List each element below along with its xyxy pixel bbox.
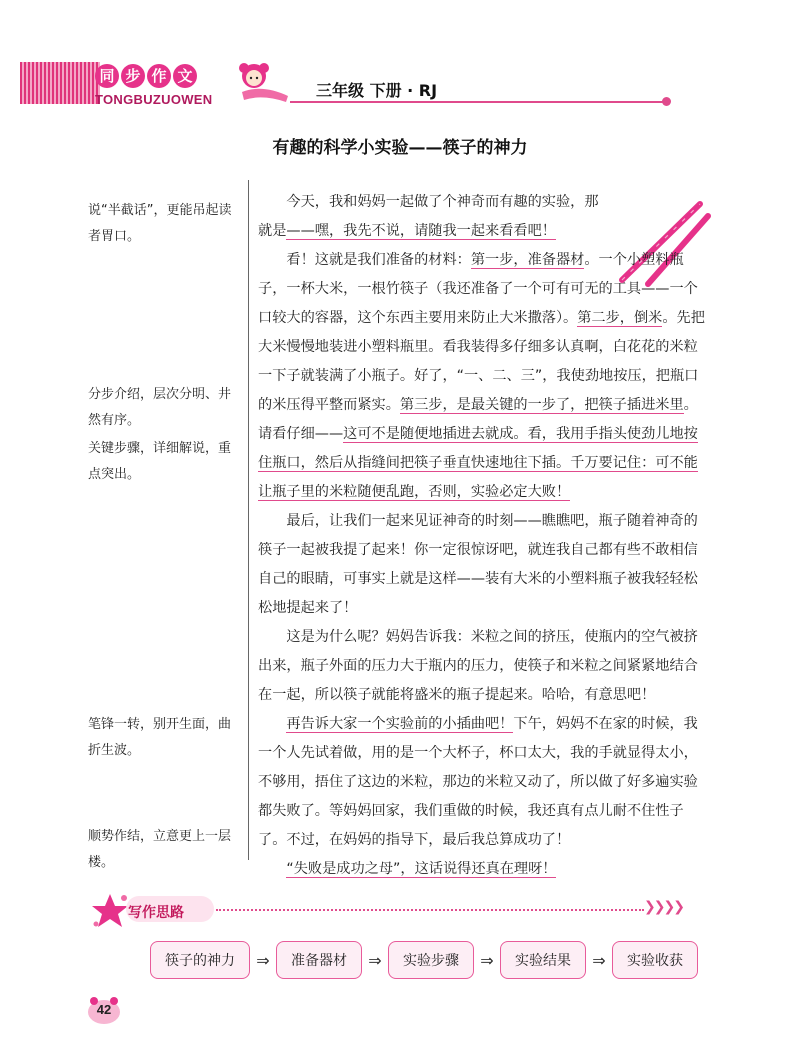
highlight: ——嘿，我先不说，请随我一起来看看吧！ bbox=[286, 223, 556, 239]
highlight: 第二步，倒米 bbox=[577, 310, 663, 326]
dotted-rule bbox=[216, 909, 644, 911]
paragraph: 看！这就是我们准备的材料：第一步，准备器材。一个小塑料瓶子，一杯大米，一根竹筷子（我还准备了一个可有可无的工具——一个口较大的容器，这个东西主要用来防止大米撒落）。第二步，倒米。先把大米慢慢地装进小塑料瓶里。看我装得多仔细多认真啊，白花花的米粒一下子就装满了小瓶子。好了，“一、二、三”，我使劲地按压，把瓶口的米压得平整而紧实。第三步，是最关键的一步了，把筷子插进米里。请看仔细——这可不是随便地插进去就成。看，我用手指头使劲儿地按住瓶口，然后从指缝间把筷子垂直快速地往下插。千万要记住：可不能让瓶子里的米粒随便乱跑，否则，实验必定大败！ bbox=[258, 252, 705, 500]
highlight: 第三步，是最关键的一步了，把筷子插进米里 bbox=[399, 397, 684, 413]
arrow-right-icon: ⇒ bbox=[480, 950, 494, 970]
logo-char: 同 bbox=[95, 64, 119, 88]
highlight: 第一步，准备器材 bbox=[470, 252, 585, 268]
arrow-right-icon: ⇒ bbox=[256, 950, 270, 970]
flow-step: 实验收获 bbox=[612, 941, 698, 979]
side-note: 分步介绍，层次分明、井然有序。 bbox=[88, 387, 232, 428]
flow-step: 筷子的神力 bbox=[150, 941, 250, 979]
header-rule-dot bbox=[662, 97, 671, 106]
highlight: 这可不是随便地插进去就成。看，我用手指头使劲儿地按住瓶口，然后从指缝间把筷子垂直快速地往下插。千万要记住：可不能让瓶子里的米粒随便乱跑，否则，实验必定大败！ bbox=[258, 426, 698, 500]
highlight: 再告诉大家一个实验前的小插曲吧！ bbox=[286, 716, 514, 732]
flow-step: 准备器材 bbox=[276, 941, 362, 979]
arrow-right-icon: ⇒ bbox=[368, 950, 382, 970]
side-note: 关键步骤，详细解说，重点突出。 bbox=[88, 441, 232, 482]
logo-char: 作 bbox=[147, 64, 171, 88]
header-stripe bbox=[20, 62, 100, 104]
side-note: 笔锋一转，别开生面，曲折生波。 bbox=[88, 717, 232, 758]
logo-char: 步 bbox=[121, 64, 145, 88]
side-note: 顺势作结，立意更上一层楼。 bbox=[88, 829, 232, 870]
writing-idea-label: 写作思路 bbox=[128, 905, 184, 921]
paragraph: 今天，我和妈妈一起做了个神奇而有趣的实验，那就是——嘿，我先不说，请随我一起来看看吧！ bbox=[258, 194, 599, 239]
girl-mascot-icon bbox=[232, 58, 292, 106]
writing-flow bbox=[150, 941, 698, 979]
paragraph bbox=[258, 855, 710, 884]
article-body bbox=[258, 188, 710, 884]
brand-logo bbox=[95, 64, 197, 88]
article-title: 有趣的科学小实验——筷子的神力 bbox=[272, 138, 528, 158]
side-note: 说“半截话”，更能吊起读者胃口。 bbox=[88, 203, 232, 244]
paragraph: 最后，让我们一起来见证神奇的时刻——瞧瞧吧，瓶子随着神奇的筷子一起被我提了起来！你一定很惊讶吧，就连我自己都有些不敢相信自己的眼睛，可事实上就是这样——装有大米的小塑料瓶子被我轻轻松松地提起来了！ bbox=[258, 513, 698, 616]
paragraph: 这是为什么呢？妈妈告诉我：米粒之间的挤压，使瓶内的空气被挤出来，瓶子外面的压力大于瓶内的压力，使筷子和米粒之间紧紧地结合在一起，所以筷子就能将盛米的瓶子提起来。哈哈，有意思吧！ bbox=[258, 629, 698, 703]
highlight: “失败是成功之母”，这话说得还真在理呀！ bbox=[286, 861, 557, 877]
chevron-right-icon: ❯❯❯❯ bbox=[644, 899, 683, 915]
flow-step: 实验结果 bbox=[500, 941, 586, 979]
brand-pinyin: TONGBUZUOWEN bbox=[95, 92, 213, 107]
arrow-right-icon: ⇒ bbox=[592, 950, 606, 970]
paragraph: 再告诉大家一个实验前的小插曲吧！下午，妈妈不在家的时候，我一个人先试着做，用的是一个大杯子，杯口太大，我的手就显得太小，不够用，捂住了这边的米粒，那边的米粒又动了，所以做了好多遍实验都失败了。等妈妈回家，我们重做的时候，我还真有点儿耐不住性子了。不过，在妈妈的指导下，最后我总算成功了！ bbox=[258, 716, 698, 848]
column-divider bbox=[248, 180, 249, 860]
header-rule bbox=[290, 101, 665, 103]
page-number: 42 bbox=[96, 1002, 112, 1017]
logo-char: 文 bbox=[173, 64, 197, 88]
flow-step: 实验步骤 bbox=[388, 941, 474, 979]
grade-label: 三年级 下册 · RJ bbox=[316, 81, 438, 100]
